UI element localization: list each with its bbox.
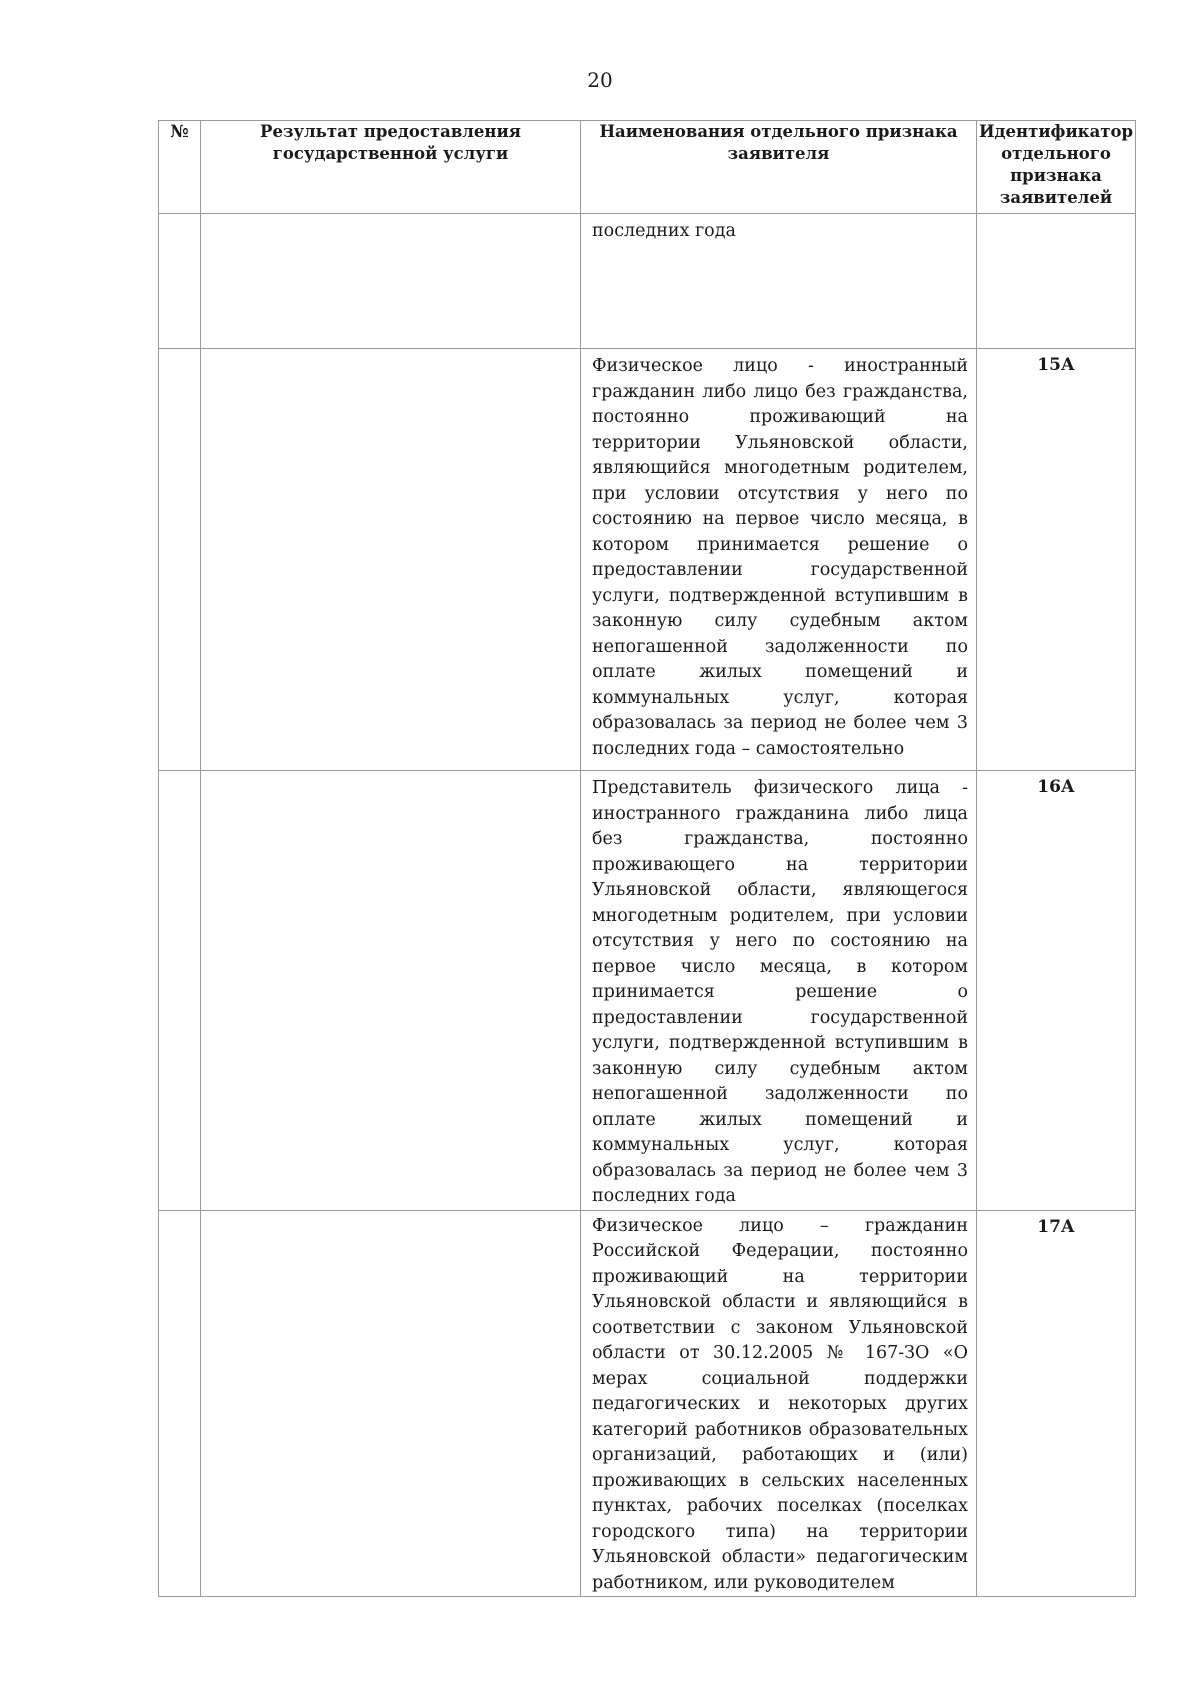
cell-criterion-id	[977, 771, 1136, 1211]
cell-number	[159, 349, 201, 771]
criterion-text: последних года	[592, 221, 736, 241]
criterion-text: Представитель физического лица - иностранного гражданина либо лица без гражданства, постоянно проживающего на территории Ульяновской области, являющегося многодетным родителем, при условии отсутствия у него по состоянию на первое число месяца, в котором принимается решение о предоставлении государственной услуги, подтвержденной вступившим в законную силу судебным актом непогашенной задолженности по оплате жилых помещений и коммунальных услуг, которая образовалась за период не более чем 3 последних года	[592, 778, 968, 1206]
table-row	[159, 1210, 1136, 1597]
criterion-id: 17А	[1037, 1216, 1075, 1237]
criterion-id: 15А	[1037, 355, 1075, 375]
cell-number	[159, 1210, 201, 1597]
table-row	[159, 214, 1136, 349]
header-criterion-name: Наименования отдельного признака заявителя	[581, 121, 977, 214]
cell-result	[201, 1210, 581, 1597]
applicant-criteria-table	[158, 120, 1136, 1597]
cell-result	[201, 771, 581, 1211]
header-criterion-id: Идентификатор отдельного признака заявителей	[977, 121, 1136, 214]
cell-result	[201, 349, 581, 771]
criterion-text: Физическое лицо - иностранный гражданин либо лицо без гражданства, постоянно проживающий на территории Ульяновской области, являющийся многодетным родителем, при условии отсутствия у него по состоянию на первое число месяца, в котором принимается решение о предоставлении государственной услуги, подтвержденной вступившим в законную силу судебным актом непогашенной задолженности по оплате жилых помещений и коммунальных услуг, которая образовалась за период не более чем 3 последних года – самостоятельно	[592, 356, 968, 759]
cell-number	[159, 771, 201, 1211]
cell-result	[201, 214, 581, 349]
header-result: Результат предоставления государственной услуги	[201, 121, 581, 214]
cell-criterion-id	[977, 214, 1136, 349]
table-row	[159, 349, 1136, 771]
cell-criterion-name	[581, 771, 977, 1211]
cell-criterion-name	[581, 214, 977, 349]
header-number: №	[159, 121, 201, 214]
criterion-id: 16А	[1037, 777, 1075, 797]
cell-criterion-id	[977, 1210, 1136, 1597]
cell-criterion-name	[581, 349, 977, 771]
cell-number	[159, 214, 201, 349]
cell-criterion-name	[581, 1210, 977, 1597]
cell-criterion-id	[977, 349, 1136, 771]
table-header-row	[159, 121, 1136, 214]
table-row	[159, 771, 1136, 1211]
page-number: 20	[587, 68, 613, 92]
criterion-text: Физическое лицо – гражданин Российской Федерации, постоянно проживающий на территории Ульяновской области и являющийся в соответствии с законом Ульяновской области от 30.12.2005 № 167-ЗО «О мерах социальной поддержки педагогических и некоторых других категорий работников образовательных организаций, работающих и (или) проживающих в сельских населенных пунктах, рабочих поселках (поселках городского типа) на территории Ульяновской области» педагогическим работником, или руководителем	[592, 1215, 968, 1593]
criterion-id	[977, 214, 1135, 220]
